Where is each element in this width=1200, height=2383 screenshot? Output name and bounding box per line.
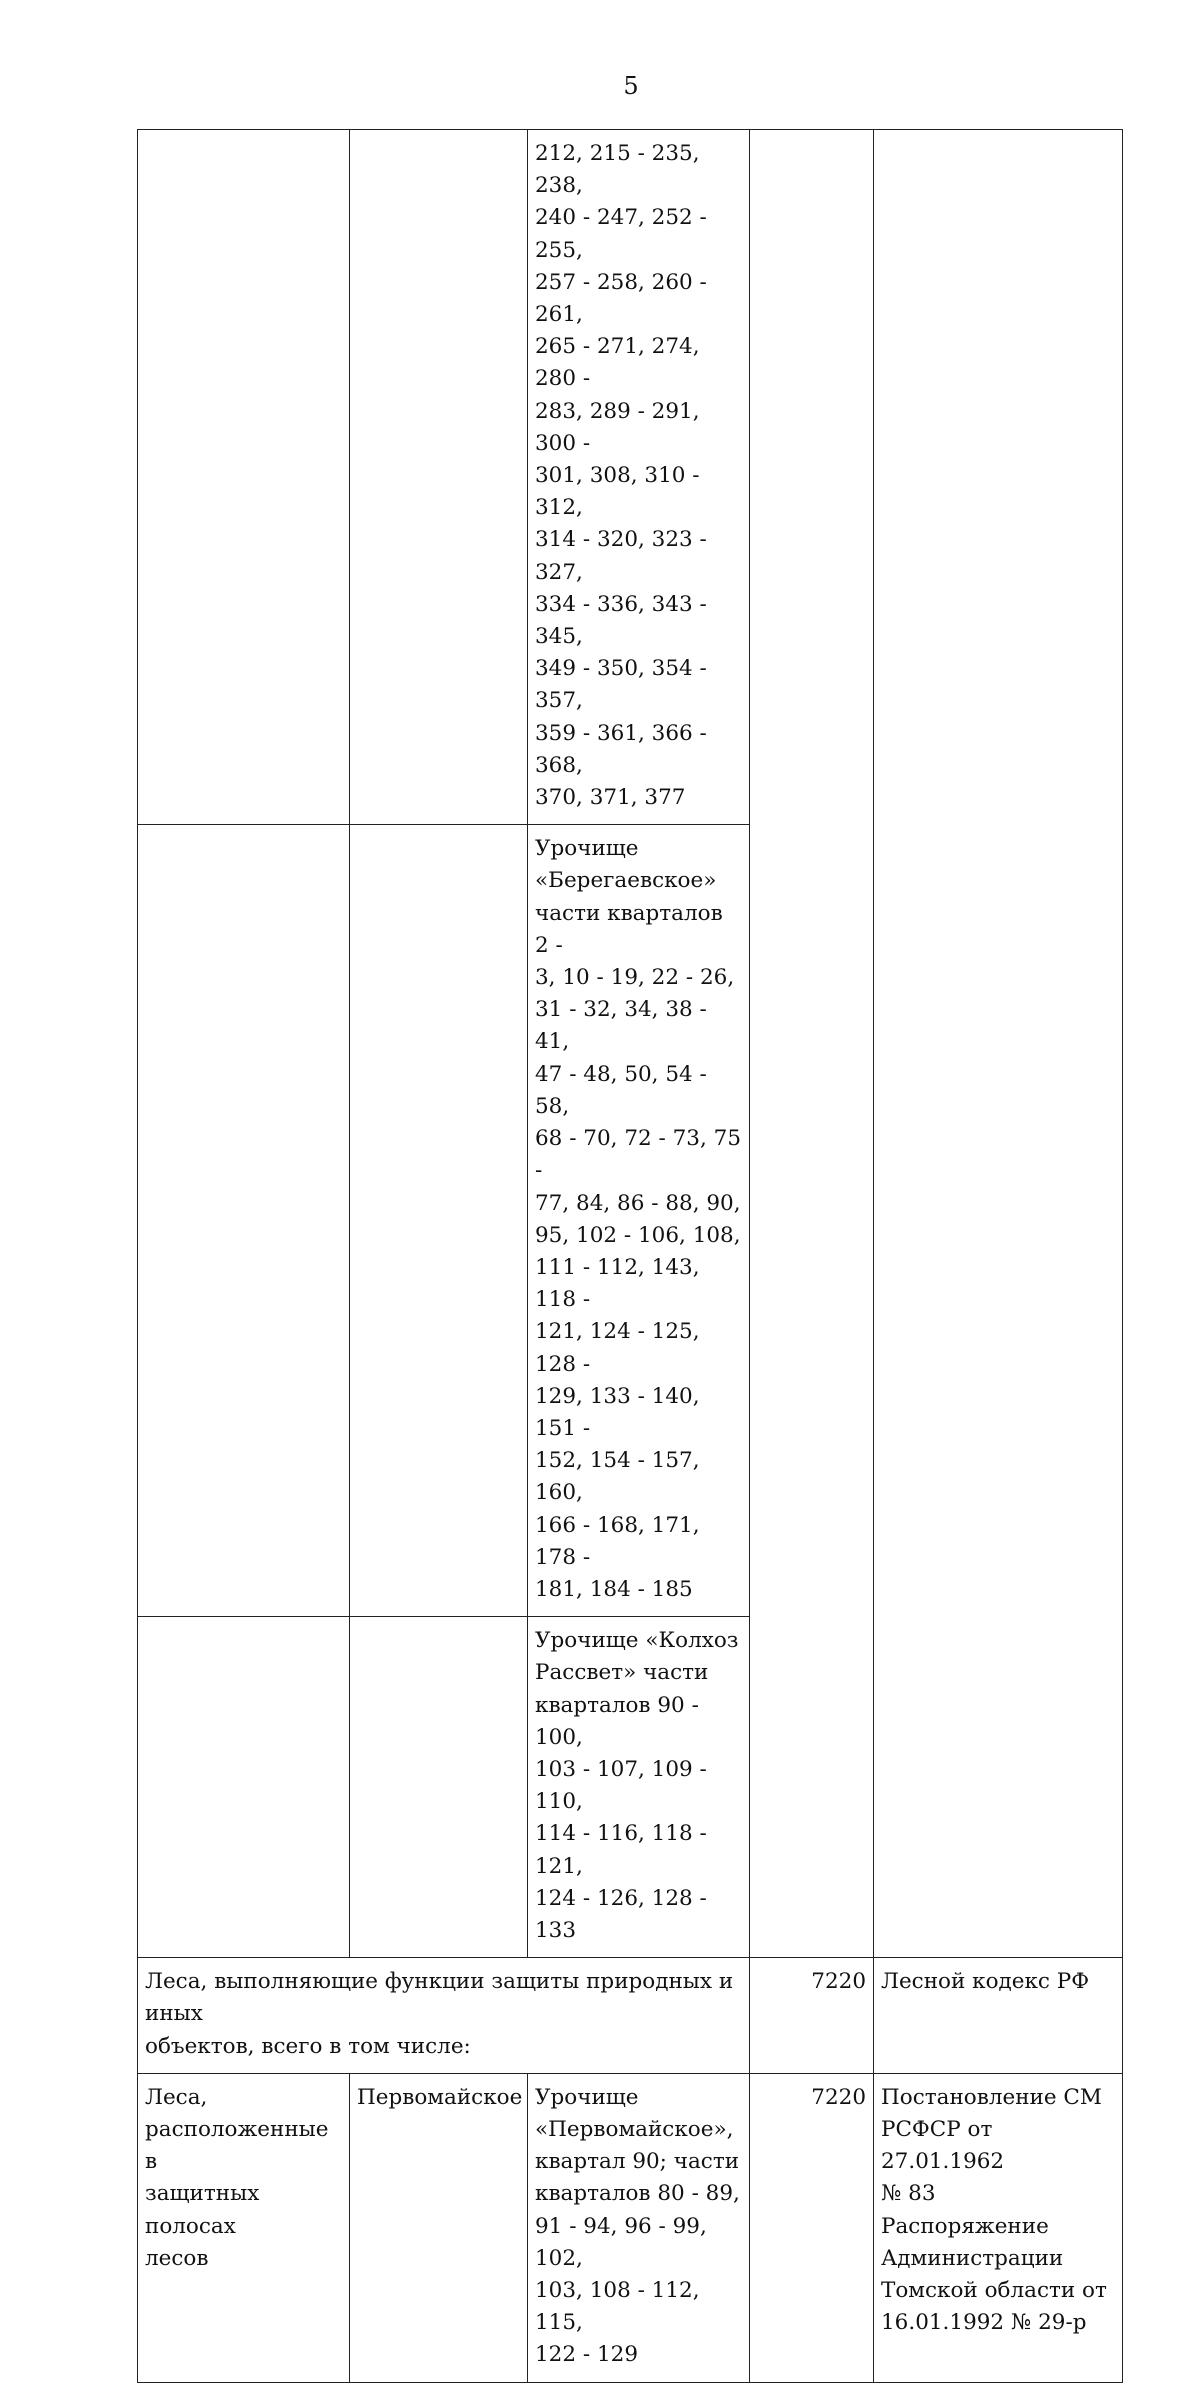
- table-cell: [350, 1617, 528, 1958]
- table-cell: [138, 130, 350, 825]
- table-cell-quarters: Урочище «Берегаевское» части кварталов 2 - 3, 10 - 19, 22 - 26, 31 - 32, 34, 38 - 41, 47 - 48, 50, 54 - 58, 68 - 70, 72 - 73, 75 - 77, 84, 86 - 88, 90, 95, 102 - 106, 108, 111 - 112, 143, 118 - 121, 124 - 125, 128 - 129, 133 - 140, 151 - 152, 154 - 157, 160, 166 - 168, 171, 178 - 181, 184 - 185: [528, 825, 750, 1617]
- table-cell: [350, 130, 528, 825]
- table-cell-forest-type: Леса, расположенные в защитных полосах лесов: [138, 2073, 350, 2382]
- table-row: [138, 2073, 1123, 2382]
- table-cell-basis: Постановление СМ РСФСР от 27.01.1962 № 83 Распоряжение Администрации Томской области от 16.01.1992 № 29-р: [874, 2073, 1123, 2382]
- table-cell: [138, 825, 350, 1617]
- table-cell: [750, 130, 874, 1958]
- table-cell-area: 7220: [750, 2073, 874, 2382]
- table-row: [138, 130, 1123, 825]
- table-cell-area: 7220: [750, 1958, 874, 2074]
- table-cell-quarters: Урочище «Колхоз Рассвет» части кварталов 90 - 100, 103 - 107, 109 - 110, 114 - 116, 118 - 121, 124 - 126, 128 - 133: [528, 1617, 750, 1958]
- page-number: 5: [623, 72, 639, 100]
- table-cell: [138, 1617, 350, 1958]
- table-cell-category: Леса, выполняющие функции защиты природных и иных объектов, всего в том числе:: [138, 1958, 750, 2074]
- table-cell-quarters: Урочище «Первомайское», квартал 90; части кварталов 80 - 89, 91 - 94, 96 - 99, 102, 103, 108 - 112, 115, 122 - 129: [528, 2073, 750, 2382]
- table-cell-quarters: 212, 215 - 235, 238, 240 - 247, 252 - 255, 257 - 258, 260 - 261, 265 - 271, 274, 280 - 283, 289 - 291, 300 - 301, 308, 310 - 312, 314 - 320, 323 - 327, 334 - 336, 343 - 345, 349 - 350, 354 - 357, 359 - 361, 366 - 368, 370, 371, 377: [528, 130, 750, 825]
- table-row: [138, 1958, 1123, 2074]
- forest-table: [137, 129, 1123, 2383]
- table-cell: [350, 825, 528, 1617]
- table-cell-forestry: Первомайское: [350, 2073, 528, 2382]
- table-cell: [874, 130, 1123, 1958]
- table-cell-basis: Лесной кодекс РФ: [874, 1958, 1123, 2074]
